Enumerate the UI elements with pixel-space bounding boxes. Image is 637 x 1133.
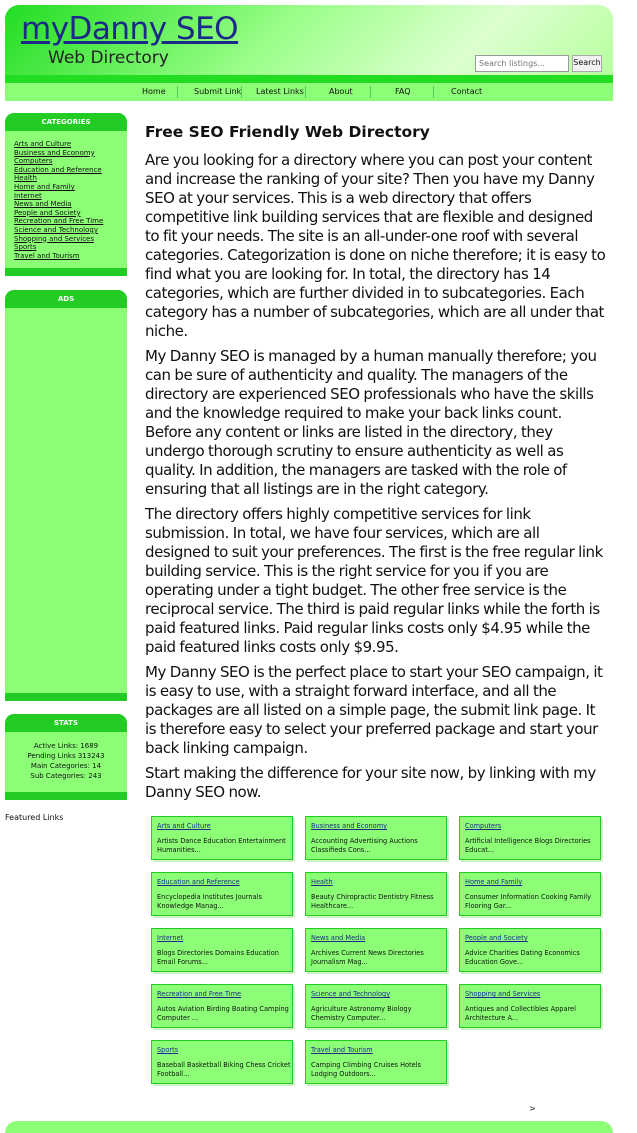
stat-active-links: Active Links: 1689	[33, 742, 99, 750]
page-title: Free SEO Friendly Web Directory	[145, 123, 430, 141]
list-item	[14, 235, 103, 244]
list-item	[14, 157, 103, 166]
content-paragraph: Are you looking for a directory where you can post your content and increase the ranking of your site? Then you have my Danny SEO at your services. This is a web directory that offers competitive link building services that are flexible and designed to fit your needs. The site is an all-under-one roof with several categories. Categorization is done on niche therefore; it is easy to find what you are looking for. In total, the directory has 14 categories, which are further divided in to subcategories. Each category has a number of subcategories, which are all under that niche.	[145, 151, 606, 340]
featured-card-title[interactable]: People and Society	[465, 934, 528, 942]
ads-heading: ADS	[5, 290, 127, 308]
featured-card-title[interactable]: Internet	[157, 934, 184, 942]
nav-separator	[305, 86, 306, 98]
nav-home[interactable]: Home	[142, 87, 166, 96]
featured-card-title[interactable]: Science and Technology	[311, 990, 391, 998]
category-link[interactable]: Computers	[14, 157, 53, 166]
categories-box-footer	[5, 268, 127, 276]
category-link[interactable]: People and Society	[14, 208, 81, 217]
site-footer	[5, 1121, 613, 1133]
featured-card-title[interactable]: Recreation and Free Time	[157, 990, 242, 998]
featured-card-title[interactable]: Education and Reference	[157, 878, 240, 886]
stats-box-footer	[5, 792, 127, 800]
featured-card-title[interactable]: Business and Economy	[311, 822, 388, 830]
nav-separator	[370, 86, 371, 98]
list-item	[14, 192, 103, 201]
categories-heading: CATEGORIES	[5, 113, 127, 131]
site-header	[5, 5, 613, 75]
category-link[interactable]: Home and Family	[14, 182, 75, 191]
featured-card	[459, 928, 601, 972]
featured-card	[151, 816, 293, 860]
category-link[interactable]: Business and Economy	[14, 148, 95, 157]
stat-main-categories: Main Categories: 14	[30, 762, 102, 770]
list-item	[14, 252, 103, 261]
featured-card	[459, 872, 601, 916]
featured-card-desc: Baseball Basketball Biking Chess Cricket Football...	[157, 1061, 291, 1078]
search-input[interactable]	[475, 55, 569, 72]
main-nav	[5, 83, 613, 101]
main-content	[145, 151, 607, 808]
featured-card	[305, 816, 447, 860]
search-button[interactable]: Search	[572, 55, 602, 72]
category-link[interactable]: Sports	[14, 243, 37, 252]
featured-card-desc: Artists Dance Education Entertainment Humanities...	[157, 837, 286, 854]
list-item	[14, 166, 103, 175]
content-paragraph: The directory offers highly competitive services for link submission. In total, we have four services, which are all designed to suit your preferences. The first is the free regular link building service. This is the right service for you if you are operating under a tight budget. The other free service is the reciprocal service. The third is paid regular links while the forth is paid featured links. Paid regular links costs only $4.95 while the paid featured links costs only $9.95.	[145, 505, 603, 656]
content-paragraph: Start making the difference for your site now, by linking with my Danny SEO now.	[145, 764, 596, 801]
content-paragraph: My Danny SEO is the perfect place to start your SEO campaign, it is easy to use, with a straight forward interface, and all the packages are all listed on a simple page, the submit link page. It is therefore easy to select your preferred package and start your back linking campaign.	[145, 663, 603, 757]
nav-separator	[177, 86, 178, 98]
nav-latest-links[interactable]: Latest Links	[256, 87, 304, 96]
featured-card	[305, 1040, 447, 1084]
content-paragraph: My Danny SEO is managed by a human manually therefore; you can be sure of authenticity and quality. The managers of the directory are experienced SEO professionals who have the skills and the knowledge required to make your back links count. Before any content or links are listed in the directory, they undergo thorough scrutiny to ensure authenticity as well as quality. In addition, the managers are tasked with the role of ensuring that all listings are in the right category.	[145, 347, 597, 498]
next-page-link[interactable]: >	[529, 1104, 536, 1113]
featured-card	[459, 984, 601, 1028]
featured-card	[151, 872, 293, 916]
featured-links-label: Featured Links	[5, 813, 64, 822]
stats-list	[5, 741, 127, 781]
featured-card-desc: Agriculture Astronomy Biology Chemistry Computer...	[311, 1005, 412, 1022]
stat-pending-links: Pending Links 313243	[27, 752, 105, 760]
nav-about[interactable]: About	[329, 87, 353, 96]
list-item	[14, 226, 103, 235]
category-link[interactable]: Travel and Tourism	[14, 251, 80, 260]
nav-separator	[241, 86, 242, 98]
featured-card-desc: Antiques and Collectibles Apparel Architecture A...	[465, 1005, 576, 1022]
featured-card-desc: Beauty Chiropractic Dentistry Fitness Healthcare...	[311, 893, 434, 910]
list-item	[14, 140, 103, 149]
ads-box	[5, 308, 127, 693]
list-item	[14, 149, 103, 158]
featured-card-title[interactable]: Shopping and Services	[465, 990, 541, 998]
list-item	[14, 200, 103, 209]
featured-card-title[interactable]: Home and Family	[465, 878, 523, 886]
category-link[interactable]: Internet	[14, 191, 42, 200]
featured-card-title[interactable]: Arts and Culture	[157, 822, 211, 830]
featured-card-desc: Encyclopedia Institutes Journals Knowledge Manag...	[157, 893, 262, 910]
list-item	[14, 209, 103, 218]
nav-divider	[5, 75, 613, 83]
list-item	[14, 174, 103, 183]
featured-card-desc: Autos Aviation Birding Boating Camping Computer ...	[157, 1005, 289, 1022]
category-link[interactable]: Science and Technology	[14, 225, 98, 234]
ads-box-footer	[5, 693, 127, 701]
featured-card-title[interactable]: Health	[311, 878, 333, 886]
featured-card	[459, 816, 601, 860]
category-link[interactable]: Arts and Culture	[14, 140, 72, 148]
category-list	[14, 140, 103, 260]
nav-separator	[433, 86, 434, 98]
stat-sub-categories: Sub Categories: 243	[30, 772, 102, 780]
featured-card	[151, 984, 293, 1028]
featured-card	[305, 928, 447, 972]
featured-card-title[interactable]: Computers	[465, 822, 502, 830]
nav-contact[interactable]: Contact	[451, 87, 483, 96]
category-link[interactable]: Health	[14, 174, 37, 183]
category-link[interactable]: Shopping and Services	[14, 234, 95, 243]
featured-card	[151, 1040, 293, 1084]
nav-faq[interactable]: FAQ	[395, 87, 411, 96]
category-link[interactable]: News and Media	[14, 200, 72, 209]
featured-card-desc: Artificial Intelligence Blogs Directories Educat...	[465, 837, 591, 854]
list-item	[14, 217, 103, 226]
featured-card-desc: Archives Current News Directories Journalism Mag...	[311, 949, 424, 966]
stats-heading: STATS	[5, 714, 127, 732]
list-item	[14, 243, 103, 252]
featured-card	[305, 872, 447, 916]
featured-card-title[interactable]: Travel and Tourism	[311, 1046, 373, 1054]
featured-card	[305, 984, 447, 1028]
category-link[interactable]: Education and Reference	[14, 165, 102, 174]
featured-card	[151, 928, 293, 972]
featured-card-desc: Camping Climbing Cruises Hotels Lodging Outdoors...	[311, 1061, 421, 1078]
featured-card-desc: Blogs Directories Domains Education Email Forums...	[157, 949, 279, 966]
featured-card-title[interactable]: Sports	[157, 1046, 179, 1054]
featured-card-title[interactable]: News and Media	[311, 934, 366, 942]
featured-card-desc: Accounting Advertising Auctions Classifieds Cons...	[311, 837, 418, 854]
site-subtitle: Web Directory	[48, 48, 169, 68]
site-title-link[interactable]: myDanny SEO	[21, 11, 239, 47]
featured-card-desc: Consumer Information Cooking Family Flooring Gar...	[465, 893, 591, 910]
category-link[interactable]: Recreation and Free Time	[14, 217, 104, 226]
featured-card-desc: Advice Charities Dating Economics Education Gove...	[465, 949, 580, 966]
list-item	[14, 183, 103, 192]
nav-submit-link[interactable]: Submit Link	[194, 87, 242, 96]
